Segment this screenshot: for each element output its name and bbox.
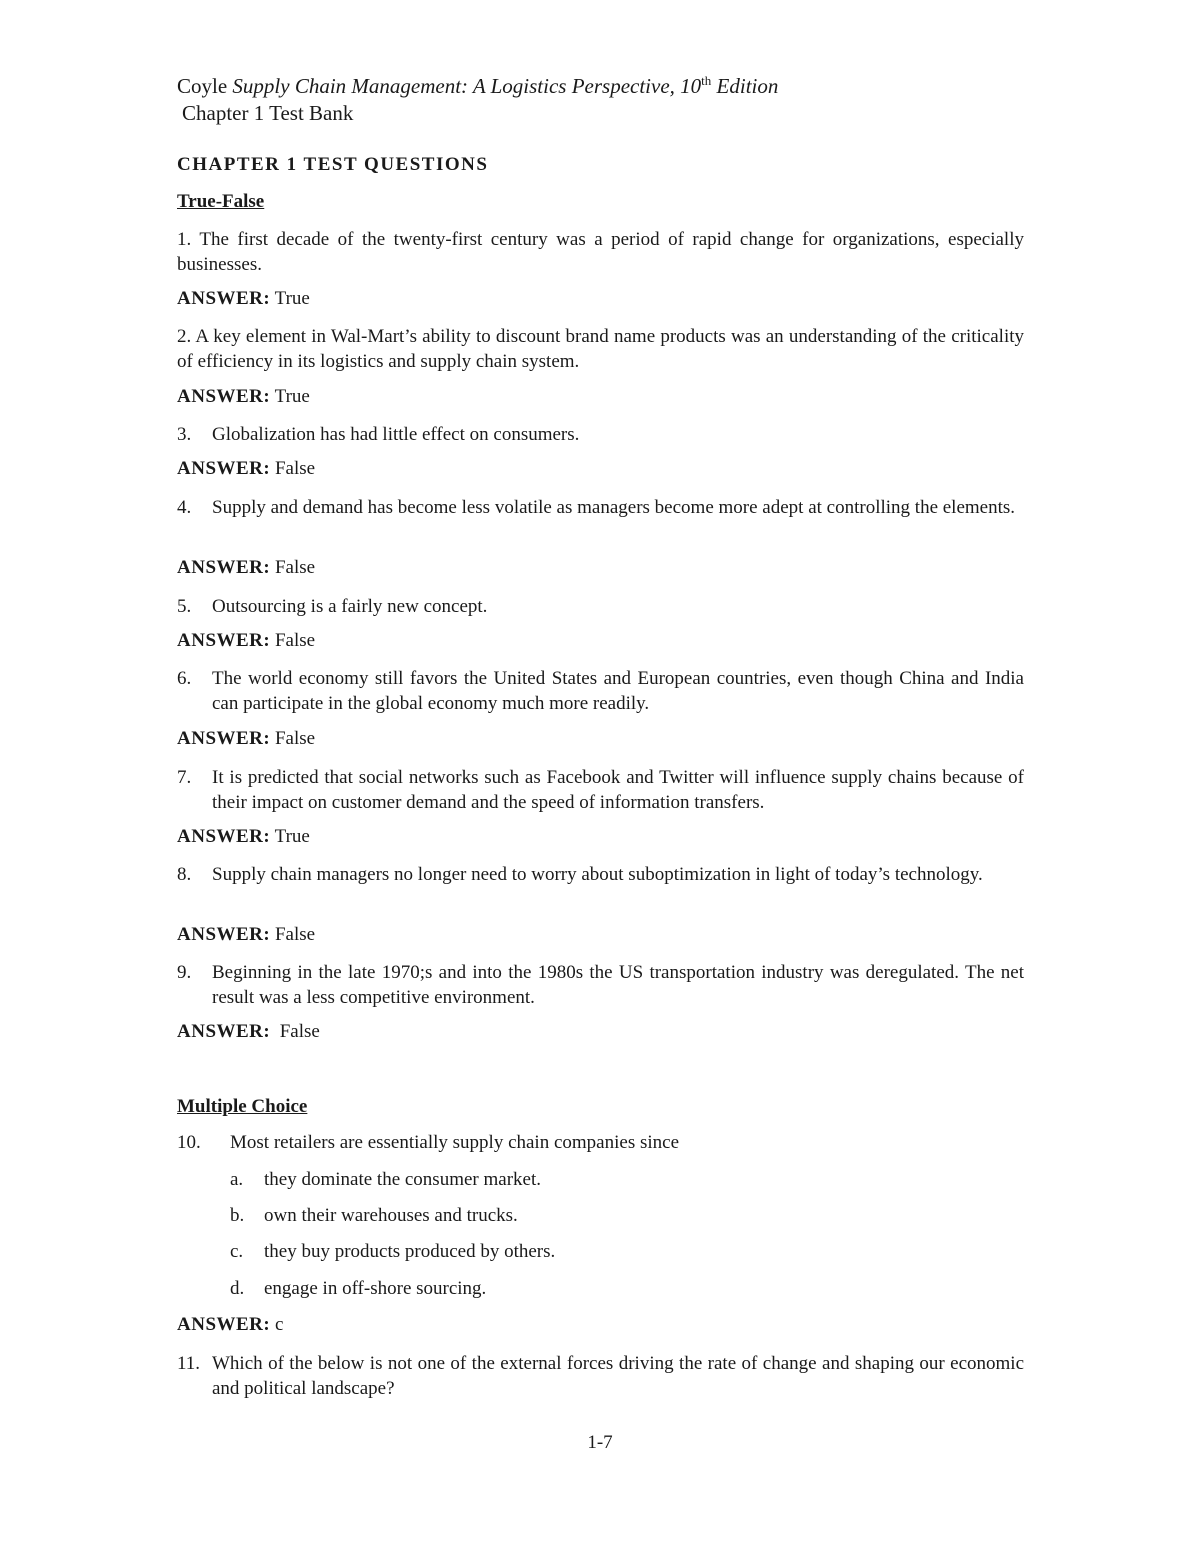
edition-word: Edition [716, 74, 779, 98]
question-text: The world economy still favors the United States and European countries, even though China and India can participate in the global economy much more readily. [212, 668, 1024, 714]
question-number: 7. [177, 767, 192, 788]
question-2: 2. A key element in Wal-Mart’s ability to discount brand name products was an understanding of the criticality of efficiency in its logistics and supply chain system. [177, 326, 1024, 372]
answer-2 [177, 386, 310, 408]
question-number: 3. [177, 424, 192, 445]
answer-10 [177, 1314, 283, 1336]
answer-value: False [279, 1021, 320, 1042]
option-letter: a. [230, 1169, 244, 1190]
question-text: Most retailers are essentially supply chain companies since [230, 1132, 680, 1153]
answer-9 [177, 1021, 320, 1043]
answer-label: ANSWER: [177, 458, 271, 479]
answer-value: True [274, 386, 310, 407]
answer-1 [177, 288, 310, 310]
question-text: Beginning in the late 1970;s and into the 1980s the US transportation industry was deregulated. The net result was a less competitive environment. [212, 962, 1024, 1008]
option-text: they dominate the consumer market. [264, 1169, 541, 1190]
question-number: 8. [177, 864, 192, 885]
question-10 [177, 1132, 679, 1154]
book-title-line [177, 72, 1077, 100]
option-letter: c. [230, 1241, 244, 1262]
question-8 [177, 862, 1024, 887]
question-7 [177, 765, 1024, 815]
question-text: Supply chain managers no longer need to worry about suboptimization in light of today’s technology. [212, 864, 983, 885]
question-number: 9. [177, 962, 192, 983]
answer-value: False [274, 458, 316, 479]
option-c [230, 1241, 555, 1263]
question-9 [177, 960, 1024, 1010]
question-5 [177, 594, 1024, 619]
answer-value: c [274, 1314, 284, 1335]
page-number: 1-7 [587, 1432, 613, 1453]
answer-label: ANSWER: [177, 728, 271, 749]
section-heading-multiple-choice: Multiple Choice [177, 1096, 308, 1117]
answer-label: ANSWER: [177, 386, 271, 407]
section-heading-true-false: True-False [177, 191, 265, 212]
answer-value: True [274, 288, 310, 309]
chapter-title: CHAPTER 1 TEST QUESTIONS [177, 154, 489, 175]
book-title: Supply Chain Management: A Logistics Perspective, 10 [232, 74, 702, 98]
option-letter: b. [230, 1205, 245, 1226]
question-number: 10. [177, 1132, 201, 1153]
question-text: Globalization has had little effect on consumers. [212, 424, 580, 445]
question-text: Outsourcing is a fairly new concept. [212, 596, 488, 617]
answer-8 [177, 924, 315, 946]
answer-value: True [274, 826, 310, 847]
option-a [230, 1169, 541, 1191]
answer-value: False [274, 924, 316, 945]
option-b [230, 1205, 518, 1227]
answer-label: ANSWER: [177, 557, 271, 578]
answer-6 [177, 728, 315, 750]
answer-label: ANSWER: [177, 924, 271, 945]
option-text: own their warehouses and trucks. [264, 1205, 518, 1226]
question-text: Which of the below is not one of the external forces driving the rate of change and shaping our economic and political landscape? [212, 1353, 1024, 1399]
answer-5 [177, 630, 315, 652]
question-text: Supply and demand has become less volatile as managers become more adept at controlling the elements. [212, 497, 1016, 518]
edition-superscript: th [701, 73, 712, 88]
answer-value: False [274, 557, 316, 578]
answer-value: False [274, 728, 316, 749]
answer-value: False [274, 630, 316, 651]
question-number: 4. [177, 497, 192, 518]
option-text: engage in off-shore sourcing. [264, 1278, 487, 1299]
option-text: they buy products produced by others. [264, 1241, 556, 1262]
question-number: 6. [177, 668, 192, 689]
answer-7 [177, 826, 310, 848]
answer-label: ANSWER: [177, 1021, 271, 1042]
answer-label: ANSWER: [177, 826, 271, 847]
author: Coyle [177, 74, 228, 98]
option-letter: d. [230, 1278, 245, 1299]
question-number: 5. [177, 596, 192, 617]
answer-4 [177, 557, 315, 579]
question-6 [177, 666, 1024, 716]
answer-label: ANSWER: [177, 630, 271, 651]
header-subtitle: Chapter 1 Test Bank [182, 101, 354, 125]
question-3 [177, 422, 1024, 447]
question-text: It is predicted that social networks such as Facebook and Twitter will influence supply chains because of their impact on customer demand and the speed of information transfers. [212, 767, 1024, 813]
question-number: 11. [177, 1353, 201, 1374]
answer-label: ANSWER: [177, 288, 271, 309]
question-1: 1. The first decade of the twenty-first century was a period of rapid change for organizations, especially businesses. [177, 229, 1024, 275]
question-4 [177, 495, 1024, 520]
answer-3 [177, 458, 315, 480]
option-d [230, 1278, 486, 1300]
answer-label: ANSWER: [177, 1314, 271, 1335]
question-11 [177, 1351, 1024, 1401]
page-header [177, 72, 1077, 126]
